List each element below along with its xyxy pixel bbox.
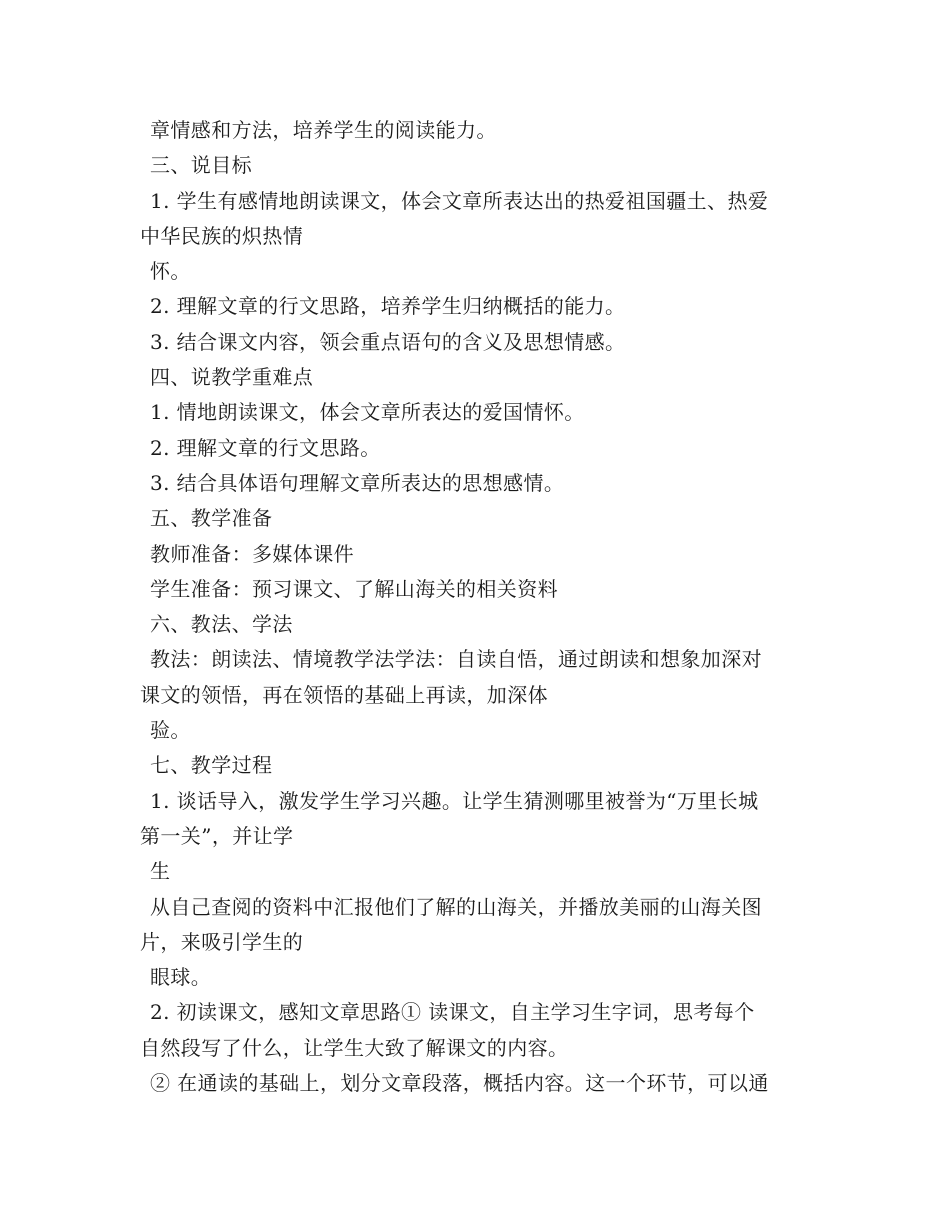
text-line: 片，来吸引学生的 <box>140 929 304 954</box>
text-line: 章情感和方法，培养学生的阅读能力。 <box>150 118 497 142</box>
text-line: 1. 学生有感情地朗读课文，体会文章所表达出的热爱祖国疆土、热爱 <box>150 188 769 213</box>
section-heading: 六、教法、学法 <box>150 612 293 637</box>
section-heading: 七、教学过程 <box>150 753 273 778</box>
text-line: 学生准备：预习课文、了解山海关的相关资料 <box>150 576 558 601</box>
text-line: 2. 理解文章的行文思路，培养学生归纳概括的能力。 <box>150 294 626 319</box>
text-line: 眼球。 <box>150 965 212 990</box>
text-line: 怀。 <box>150 259 191 284</box>
text-line: ② 在通读的基础上，划分文章段落，概括内容。这一个环节，可以通 <box>150 1071 769 1096</box>
text-line: 自然段写了什么，让学生大致了解课文的内容。 <box>140 1035 569 1060</box>
section-heading: 五、教学准备 <box>150 506 273 531</box>
text-line: 课文的领悟，再在领悟的基础上再读，加深体 <box>140 682 548 707</box>
text-line: 2. 初读课文，感知文章思路① 读课文，自主学习生字词，思考每个 <box>150 1000 755 1025</box>
section-heading: 四、说教学重难点 <box>150 365 314 390</box>
text-line: 第一关”，并让学 <box>140 823 294 848</box>
text-line: 1. 情地朗读课文，体会文章所表达的爱国情怀。 <box>150 400 585 425</box>
section-heading: 三、说目标 <box>150 153 252 178</box>
text-line: 验。 <box>150 718 191 743</box>
text-line: 教师准备：多媒体课件 <box>150 541 354 566</box>
text-line: 从自己查阅的资料中汇报他们了解的山海关，并播放美丽的山海关图 <box>150 894 762 919</box>
text-line: 中华民族的炽热情 <box>140 223 304 248</box>
text-line: 1. 谈话导入，激发学生学习兴趣。让学生猜测哪里被誉为“万里长城 <box>150 788 759 813</box>
text-line: 2. 理解文章的行文思路。 <box>150 435 381 460</box>
text-line: 3. 结合课文内容，领会重点语句的含义及思想情感。 <box>150 329 626 354</box>
text-line: 3. 结合具体语句理解文章所表达的思想感情。 <box>150 470 565 495</box>
document-body <box>140 113 820 1101</box>
text-line: 生 <box>150 859 171 884</box>
text-line: 教法：朗读法、情境教学法学法：自读自悟，通过朗读和想象加深对 <box>150 647 762 672</box>
